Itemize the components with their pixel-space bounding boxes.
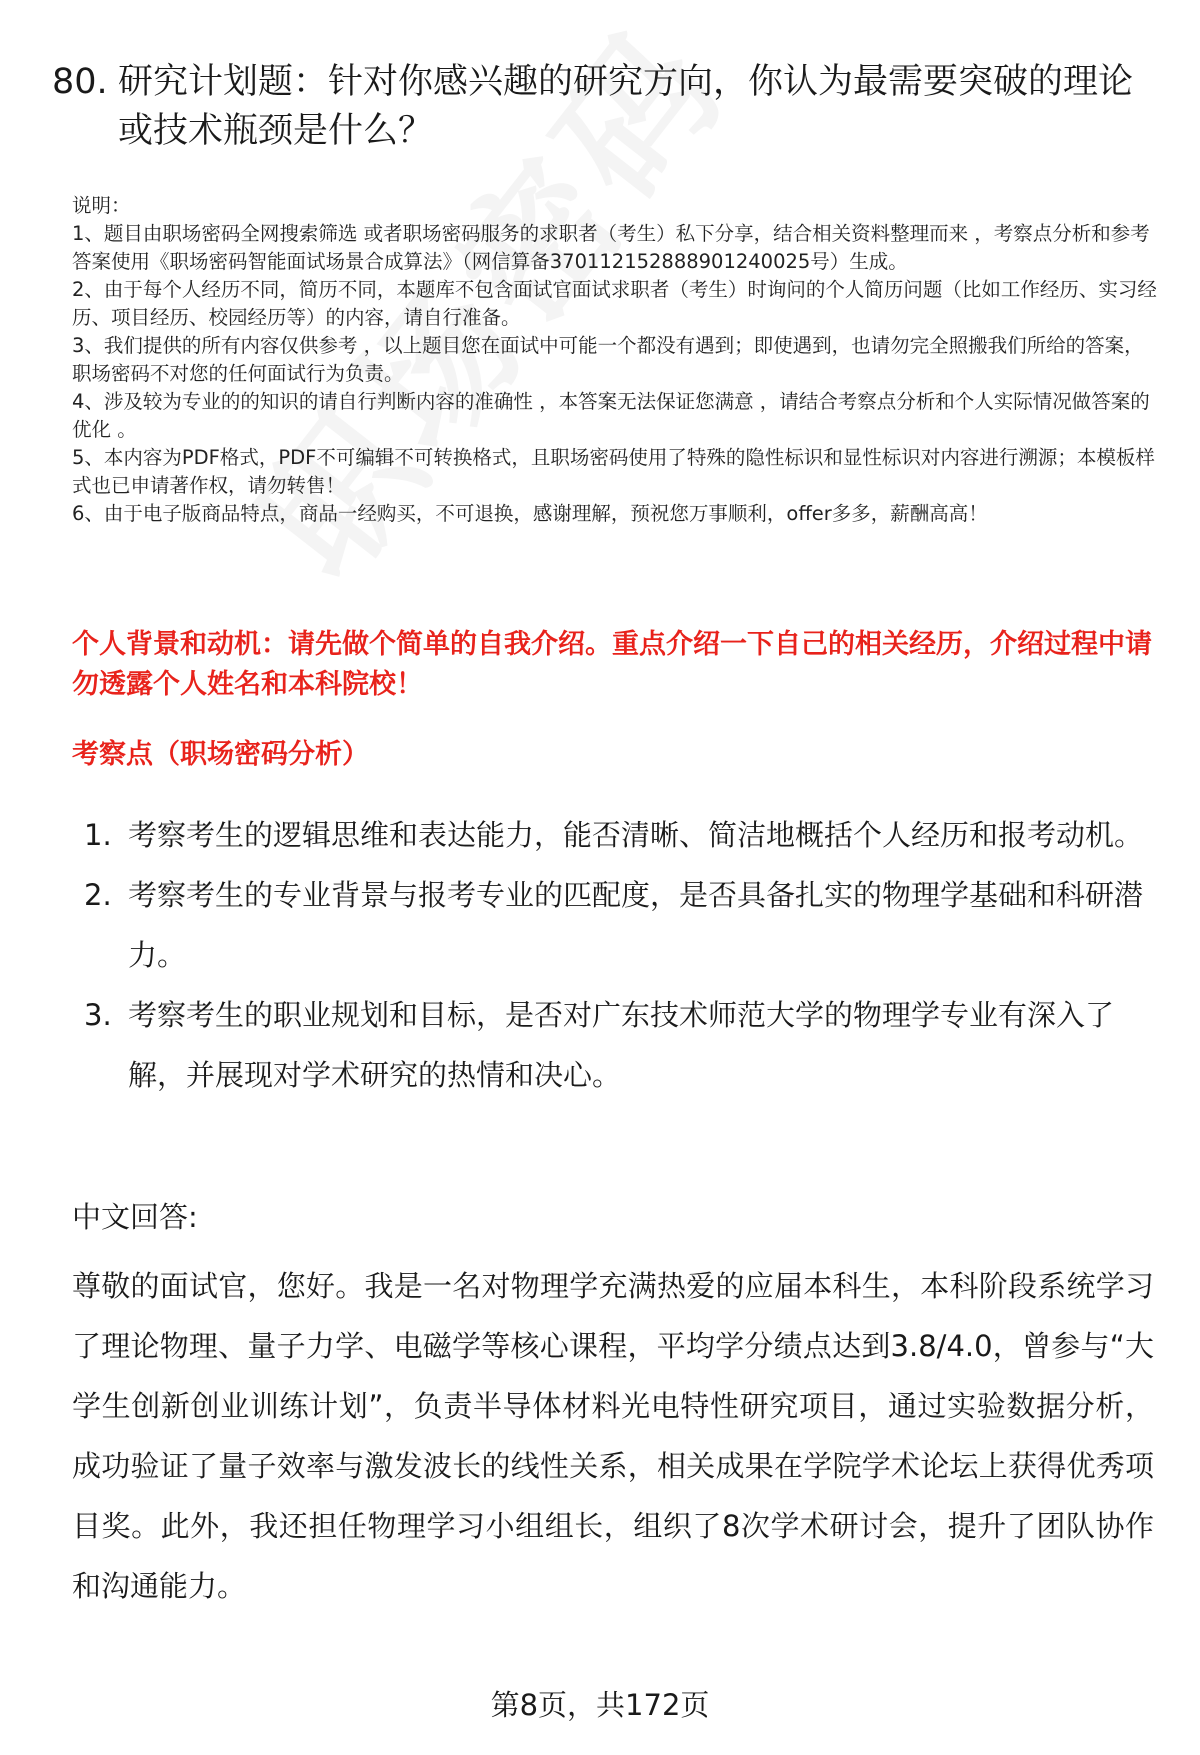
point-text: 考察考生的职业规划和目标，是否对广东技术师范大学的物理学专业有深入了解，并展现对学术研究的热情和决心。 xyxy=(128,998,1115,1092)
question-number: 80. xyxy=(52,62,108,102)
assessment-points xyxy=(84,805,1164,1105)
list-item xyxy=(84,865,1164,985)
note-item: 5、本内容为PDF格式，PDF不可编辑不可转换格式，且职场密码使用了特殊的隐性标识和显性标识对内容进行溯源；本模板样式也已申请著作权，请勿转售！ xyxy=(72,446,1155,497)
question-text: 研究计划题：针对你感兴趣的研究方向，你认为最需要突破的理论或技术瓶颈是什么？ xyxy=(118,62,1134,151)
note-item: 6、由于电子版商品特点，商品一经购买，不可退换，感谢理解，预祝您万事顺利，offer多多，薪酬高高！ xyxy=(72,502,988,525)
answer-label: 中文回答: xyxy=(72,1200,198,1234)
list-item xyxy=(84,985,1164,1105)
point-text: 考察考生的专业背景与报考专业的匹配度，是否具备扎实的物理学基础和科研潜力。 xyxy=(128,878,1144,972)
disclaimer-notes xyxy=(72,192,1162,528)
point-number: 1. xyxy=(84,818,112,852)
point-number: 2. xyxy=(84,878,112,912)
section-subheading: 考察点（职场密码分析） xyxy=(72,739,369,770)
question-title xyxy=(52,58,1152,156)
point-number: 3. xyxy=(84,998,112,1032)
notes-heading: 说明： xyxy=(72,194,131,217)
answer-body: 尊敬的面试官，您好。我是一名对物理学充满热爱的应届本科生，本科阶段系统学习了理论物理、量子力学、电磁学等核心课程，平均学分绩点达到3.8/4.0，曾参与“大学生创新创业训练计划”，负责半导体材料光电特性研究项目，通过实验数据分析，成功验证了量子效率与激发波长的线性关系，相关成果在学院学术论坛上获得优秀项目奖。此外，我还担任物理学习小组组长，组织了8次学术研讨会，提升了团队协作和沟通能力。 xyxy=(72,1269,1154,1603)
note-item: 4、涉及较为专业的的知识的请自行判断内容的准确性 ，本答案无法保证您满意 ，请结合考察点分析和个人实际情况做答案的优化 。 xyxy=(72,390,1150,441)
page-footer: 第8页，共172页 xyxy=(490,1688,710,1722)
note-item: 3、我们提供的所有内容仅供参考 ，以上题目您在面试中可能一个都没有遇到；即使遇到，也请勿完全照搬我们所给的答案，职场密码不对您的任何面试行为负责。 xyxy=(72,334,1144,385)
point-text: 考察考生的逻辑思维和表达能力，能否清晰、简洁地概括个人经历和报考动机。 xyxy=(128,818,1144,852)
note-item: 1、题目由职场密码全网搜索筛选 或者职场密码服务的求职者（考生）私下分享，结合相关资料整理而来 ，考察点分析和参考答案使用《职场密码智能面试场景合成算法》（网信算备370112152888901240025号）生成。 xyxy=(72,222,1150,273)
note-item: 2、由于每个人经历不同，简历不同，本题库不包含面试官面试求职者（考生）时询问的个人简历问题（比如工作经历、实习经历、项目经历、校园经历等）的内容，请自行准备。 xyxy=(72,278,1157,329)
section-heading: 个人背景和动机：请先做个简单的自我介绍。重点介绍一下自己的相关经历，介绍过程中请勿透露个人姓名和本科院校！ xyxy=(72,629,1152,700)
list-item xyxy=(84,805,1164,865)
